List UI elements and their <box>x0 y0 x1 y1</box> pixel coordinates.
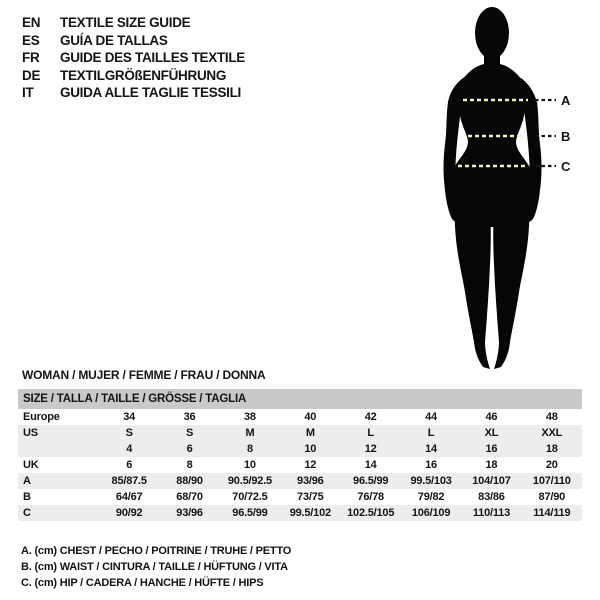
size-cell: 12 <box>304 459 317 471</box>
hip-label-c: C <box>561 159 571 174</box>
size-cell: 48 <box>545 411 558 423</box>
size-cell: 4 <box>126 443 133 455</box>
size-cell: 38 <box>244 411 256 423</box>
size-cell: 99.5/102 <box>289 507 331 519</box>
size-table <box>18 409 582 521</box>
size-cell: 64/67 <box>115 491 143 503</box>
table-row-uk <box>18 457 582 473</box>
language-code: FR <box>22 50 40 66</box>
size-cell: L <box>367 427 374 439</box>
language-row-de <box>22 67 245 85</box>
table-row-waist-b <box>18 489 582 505</box>
size-cell: 88/90 <box>176 475 203 487</box>
legend-line-chest: A. (cm) CHEST / PECHO / POITRINE / TRUHE / PETTO <box>21 545 292 557</box>
size-cell: 85/87.5 <box>111 475 147 487</box>
size-cell: 8 <box>246 443 253 455</box>
language-row-fr <box>22 49 245 67</box>
size-cell: 36 <box>183 411 196 423</box>
row-label <box>18 441 99 457</box>
size-cell: 18 <box>485 459 498 471</box>
size-table-header: SIZE / TALLA / TAILLE / GRÖSSE / TAGLIA <box>18 389 582 409</box>
size-cell: 96.5/99 <box>232 507 268 519</box>
size-cell: 6 <box>186 443 193 455</box>
size-cell: 114/119 <box>533 507 571 519</box>
woman-silhouette-figure <box>420 0 600 375</box>
size-cell: 20 <box>545 459 558 471</box>
language-title: GUÍA DE TALLAS <box>60 32 168 48</box>
language-title-list <box>22 14 245 102</box>
size-cell: 14 <box>364 459 377 471</box>
language-title: GUIDA ALLE TAGLIE TESSILI <box>60 85 241 101</box>
size-cell: 87/90 <box>538 491 566 503</box>
row-label: C <box>23 507 31 519</box>
size-cell: XL <box>484 427 499 439</box>
language-code: ES <box>22 32 40 48</box>
size-cell: 90.5/92.5 <box>227 475 272 487</box>
language-row-es <box>22 32 245 50</box>
size-cell: 107/110 <box>532 475 571 487</box>
size-cell: 90/92 <box>115 507 143 519</box>
table-row-us-letters <box>18 425 582 441</box>
row-label: US <box>23 427 38 439</box>
language-title: TEXTILGRÖßENFÜHRUNG <box>60 67 227 83</box>
size-cell: M <box>305 427 315 439</box>
language-row-en <box>22 14 245 32</box>
size-cell: 42 <box>364 411 377 423</box>
language-code: DE <box>22 67 41 83</box>
size-cell: 106/109 <box>411 507 451 519</box>
language-title: GUIDE DES TAILLES TEXTILE <box>60 50 246 66</box>
size-cell: 79/82 <box>417 491 445 503</box>
size-cell: M <box>245 427 255 439</box>
size-cell: 44 <box>425 411 437 423</box>
size-cell: S <box>185 427 194 439</box>
size-cell: 83/86 <box>478 491 505 503</box>
size-cell: 40 <box>304 411 317 423</box>
size-cell: 93/96 <box>176 507 203 519</box>
size-cell: 68/70 <box>176 491 203 503</box>
size-cell: 110/113 <box>472 507 511 519</box>
size-cell: 102.5/105 <box>347 507 395 519</box>
size-cell: 73/75 <box>297 491 324 503</box>
size-cell: 10 <box>244 459 256 471</box>
size-cell: 99.5/103 <box>410 475 452 487</box>
size-cell: 12 <box>364 443 377 455</box>
size-cell: 8 <box>186 459 193 471</box>
size-cell: 14 <box>425 443 437 455</box>
size-cell: 34 <box>123 411 136 423</box>
table-row-europe <box>18 409 582 425</box>
row-label: Europe <box>23 411 60 423</box>
measurement-figure <box>420 0 600 375</box>
chest-label-a: A <box>561 93 571 108</box>
size-cell: 96.5/99 <box>353 475 389 487</box>
woman-silhouette <box>444 7 542 369</box>
row-label: UK <box>23 459 39 471</box>
section-title: WOMAN / MUJER / FEMME / FRAU / DONNA <box>22 368 266 382</box>
silhouette-left-leg <box>455 200 491 369</box>
size-cell: 16 <box>485 443 498 455</box>
size-cell: 10 <box>304 443 317 455</box>
size-cell: XXL <box>541 427 563 439</box>
waist-label-b: B <box>561 129 571 144</box>
size-cell: 6 <box>126 459 133 471</box>
measurement-legend <box>21 545 291 592</box>
row-label: B <box>23 491 31 503</box>
language-row-it <box>22 84 245 102</box>
size-cell: 104/107 <box>472 475 511 487</box>
size-cell: 16 <box>425 459 437 471</box>
legend-line-waist: B. (cm) WAIST / CINTURA / TAILLE / HÜFTUNG / VITA <box>21 560 288 573</box>
size-cell: L <box>427 427 435 439</box>
language-title: TEXTILE SIZE GUIDE <box>60 15 191 31</box>
row-label: A <box>23 475 31 487</box>
size-cell: S <box>125 427 133 439</box>
size-cell: 70/72.5 <box>232 491 268 503</box>
legend-line-hip: C. (cm) HIP / CADERA / HANCHE / HÜFTE / HIPS <box>21 576 264 589</box>
size-cell: 93/96 <box>297 475 324 487</box>
language-code: IT <box>22 85 34 101</box>
size-cell: 76/78 <box>357 491 384 503</box>
silhouette-right-leg <box>493 200 529 369</box>
table-row-chest-a <box>18 473 582 489</box>
table-row-us-numbers <box>18 441 582 457</box>
size-cell: 46 <box>485 411 498 423</box>
size-cell: 18 <box>545 443 558 455</box>
table-row-hip-c <box>18 505 582 521</box>
language-code: EN <box>22 15 41 31</box>
